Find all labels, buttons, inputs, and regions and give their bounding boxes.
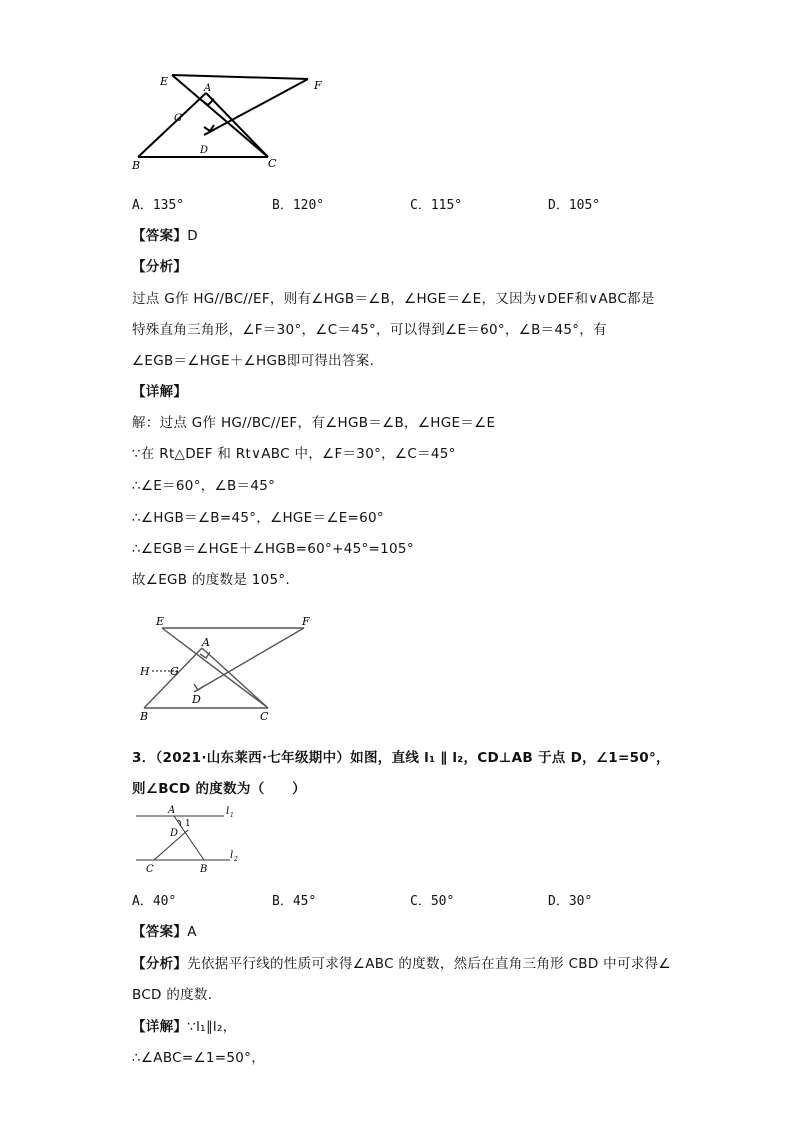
q2-option-c: C．115° <box>410 198 463 213</box>
fig3-label-l1-sub: 1 <box>230 812 234 819</box>
fig2-label-g: G <box>170 665 179 678</box>
fig1-label-c: C <box>268 157 277 170</box>
fig3-label-l2: l <box>230 850 234 861</box>
fig1-label-e: E <box>160 75 169 88</box>
q3-analysis-line-1 <box>132 952 671 972</box>
q3-analysis-label: 【分析】 <box>132 956 188 972</box>
q2-answer-value: D <box>187 228 198 244</box>
fig2-label-a: A <box>202 636 210 649</box>
q3-option-a: A．40° <box>132 894 177 909</box>
fig2-label-b: B <box>140 710 149 723</box>
q2-option-b: B．120° <box>272 198 325 213</box>
q3-option-d: D．30° <box>548 894 593 909</box>
fig3-label-b: B <box>200 864 208 875</box>
fig1-label-a: A <box>204 83 212 94</box>
q2-answer-label: 【答案】 <box>132 228 188 244</box>
q3-detail-text-1: ∵l₁∥l₂， <box>187 1019 237 1035</box>
q3-analysis-text-1: 先依据平行线的性质可求得∠ABC 的度数，然后在直角三角形 CBD 中可求得∠ <box>187 956 671 972</box>
q2-detail-line-2: ∵在 Rt△DEF 和 Rt∨ABC 中，∠F＝30°，∠C＝45° <box>132 446 456 462</box>
q3-answer-label: 【答案】 <box>132 924 188 940</box>
fig2-label-c: C <box>260 710 269 723</box>
figure-1-triangles <box>120 65 340 175</box>
q3-answer-value: A <box>187 924 197 940</box>
fig1-label-b: B <box>132 159 141 172</box>
fig3-label-angle-1: 1 <box>185 819 191 829</box>
fig1-label-f: F <box>314 79 322 92</box>
q2-analysis-line-1: 过点 G作 HG//BC//EF，则有∠HGB＝∠B，∠HGE＝∠E，又因为∨DEF和∨ABC都是 <box>132 291 655 307</box>
fig2-label-f: F <box>302 615 310 628</box>
q2-detail-line-3: ∴∠E＝60°，∠B＝45° <box>132 478 276 494</box>
fig1-label-g: G <box>174 113 182 124</box>
fig1-label-d: D <box>200 145 209 156</box>
fig2-label-h: H <box>140 665 150 678</box>
q3-detail-label: 【详解】 <box>132 1019 188 1035</box>
q3-answer-row <box>132 920 197 940</box>
q3-option-b: B．45° <box>272 894 317 909</box>
q2-detail-line-4: ∴∠HGB＝∠B=45°，∠HGE＝∠E=60° <box>132 510 384 526</box>
q2-option-a: A．135° <box>132 198 185 213</box>
q2-answer-row <box>132 224 198 244</box>
q2-detail-line-5: ∴∠EGB＝∠HGE＋∠HGB=60°+45°=105° <box>132 541 414 557</box>
figure-2-triangles <box>132 608 322 728</box>
q2-analysis-line-2: 特殊直角三角形，∠F＝30°，∠C＝45°，可以得到∠E＝60°，∠B＝45°，有 <box>132 322 607 338</box>
q2-analysis-line-3: ∠EGB＝∠HGE＋∠HGB即可得出答案． <box>132 353 384 369</box>
fig3-label-d: D <box>170 828 179 839</box>
fig3-label-c: C <box>146 864 154 875</box>
fig3-label-l2-sub: 2 <box>234 856 238 863</box>
q3-stem-line-1: 3．（2021·山东莱西·七年级期中）如图，直线 l₁ ∥ l₂，CD⊥AB 于点 D，∠1=50°， <box>132 750 670 766</box>
q3-stem-line-2: 则∠BCD 的度数为（ ） <box>132 781 306 797</box>
q2-option-d: D．105° <box>548 198 601 213</box>
figure-3-parallel-lines <box>130 802 260 877</box>
q3-detail-line-2: ∴∠ABC=∠1=50°， <box>132 1050 266 1066</box>
q2-detail-label: 【详解】 <box>132 384 188 400</box>
q2-analysis-label: 【分析】 <box>132 259 188 275</box>
fig2-label-e: E <box>156 615 165 628</box>
fig3-label-a: A <box>168 805 176 816</box>
fig2-label-d: D <box>192 693 201 706</box>
q2-detail-line-1: 解：过点 G作 HG//BC//EF，有∠HGB＝∠B，∠HGE＝∠E <box>132 415 496 431</box>
q3-option-c: C．50° <box>410 894 455 909</box>
fig3-label-l1: l <box>226 806 230 817</box>
q2-detail-line-6: 故∠EGB 的度数是 105°． <box>132 572 300 588</box>
q3-detail-line-1 <box>132 1015 236 1035</box>
q3-analysis-line-2: BCD 的度数． <box>132 987 222 1003</box>
